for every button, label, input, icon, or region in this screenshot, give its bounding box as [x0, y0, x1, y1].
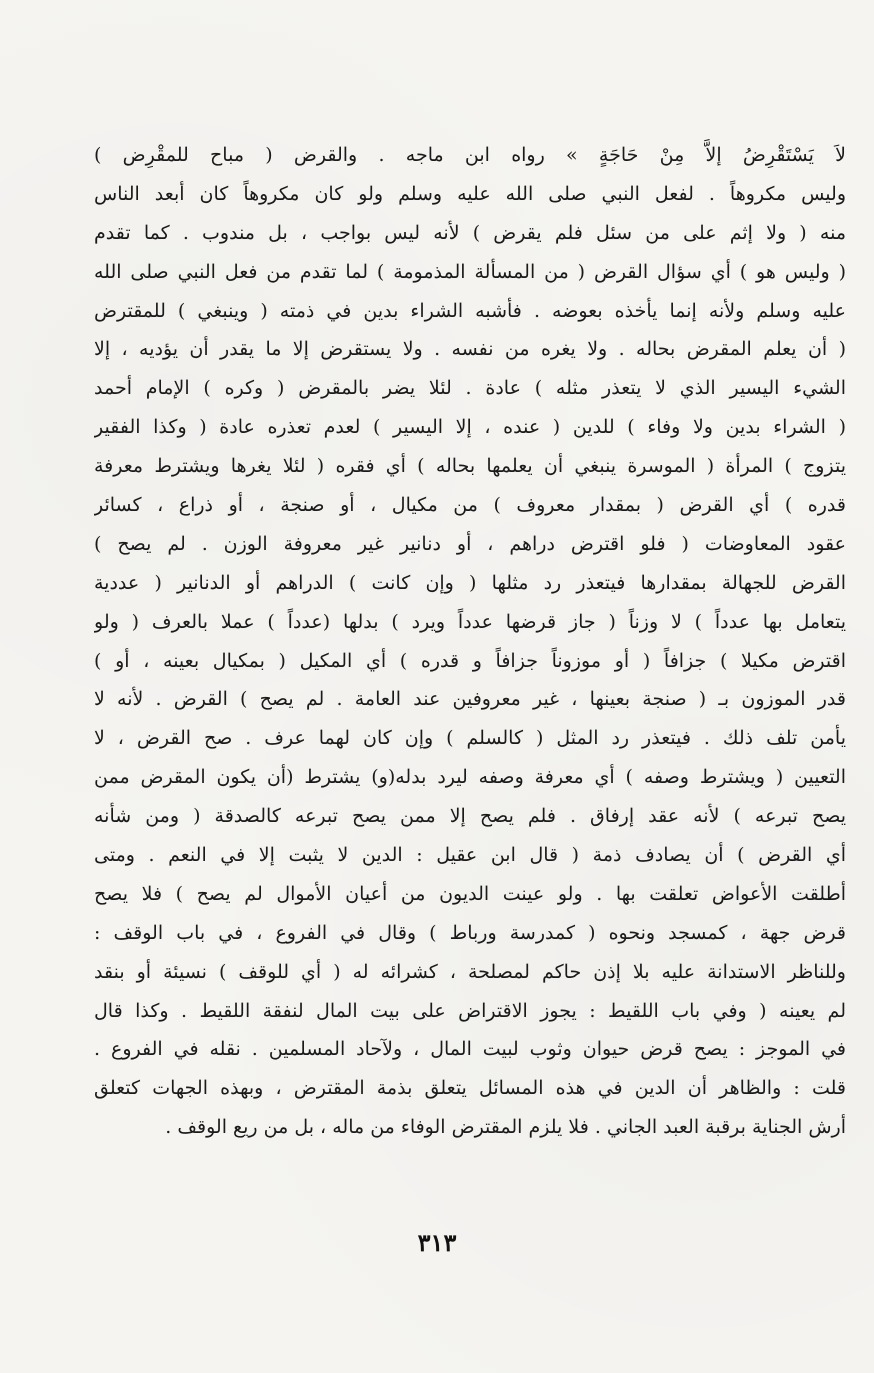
text-line: ( وليس هو ) أي سؤال القرض ( من المسألة المذمومة ) لما تقدم من فعل النبي صلى الله	[94, 260, 846, 283]
text-line: اقترض مكيلا ) جزافاً ( أو موزوناً جزافاً و قدره ) أي المكيل ( بمكيال بعينه ، أو )	[94, 649, 846, 672]
text-line: منه ( ولا إثم على من سئل فلم يقرض ) لأنه ليس بواجب ، بل مندوب . كما تقدم	[94, 221, 846, 244]
text-line: أرش الجناية برقبة العبد الجاني . فلا يلزم المقترض الوفاء من ماله ، بل من ريع الوقف .	[165, 1116, 846, 1139]
text-line: يأمن تلف ذلك . فيتعذر رد المثل ( كالسلم ) وإن كان لهما عرف . صح القرض ، لا	[94, 727, 846, 750]
text-line: في الموجز : يصح قرض حيوان وثوب لبيت المال ، ولآحاد المسلمين . نقله في الفروع .	[94, 1038, 846, 1061]
text-line: الشيء اليسير الذي لا يتعذر مثله ) عادة . لئلا يضر بالمقرض ( وكره ) الإمام أحمد	[94, 377, 846, 400]
text-line: وللناظر الاستدانة عليه بلا إذن حاكم لمصلحة ، كشرائه له ( أي للوقف ) نسيئة أو بنقد	[94, 960, 846, 983]
text-line: لاَ يَسْتَقْرِضُ إلاَّ مِنْ حَاجَةٍ » رواه ابن ماجه . والقرض ( مباح للمقْرِض )	[94, 144, 846, 166]
text-line: أطلقت الأعواض تعلقت بها . ولو عينت الديون من أعيان الأموال لم يصح ) فلا يصح	[94, 882, 846, 905]
text-line: قلت : والظاهر أن الدين في هذه المسائل يتعلق بذمة المقترض ، وبهذه الجهات كتعلق	[94, 1077, 846, 1100]
text-line: يتعامل بها عدداً ) لا وزناً ( جاز قرضها عدداً ويرد ) بدلها (عدداً ) عملا بالعرف ( ولو	[94, 610, 846, 633]
text-line: القرض للجهالة بمقدارها فيتعذر رد مثلها ( وإن كانت ) الدراهم أو الدنانير ( عددية	[94, 571, 846, 594]
body-text	[94, 136, 846, 1147]
text-line: لم يعينه ( وفي باب اللقيط : يجوز الاقتراض على بيت المال لنفقة اللقيط . وكذا قال	[94, 999, 846, 1022]
page-number: ٣١٣	[417, 1228, 457, 1257]
text-line: ( أن يعلم المقرض بحاله . ولا يغره من نفسه . ولا يستقرض إلا ما يقدر أن يؤديه ، إلا	[94, 338, 846, 361]
text-line: يصح تبرعه ) لأنه عقد إرفاق . فلم يصح إلا ممن يصح تبرعه كالصدقة ( ومن شأنه	[94, 805, 846, 828]
text-line: قدر الموزون بـ ( صنجة بعينها ، غير معروفين عند العامة . لم يصح ) القرض . لأنه لا	[94, 688, 846, 711]
text-line: يتزوج ) المرأة ( الموسرة ينبغي أن يعلمها بحاله ) أي فقره ( لئلا يغرها ويشترط معرفة	[94, 455, 846, 478]
text-line: وليس مكروهاً . لفعل النبي صلى الله عليه وسلم ولو كان مكروهاً كان أبعد الناس	[94, 182, 846, 205]
text-line: قدره ) أي القرض ( بمقدار معروف ) من مكيال ، أو صنجة ، أو ذراع ، كسائر	[94, 494, 846, 517]
text-line: أي القرض ) أن يصادف ذمة ( قال ابن عقيل : الدين لا يثبت إلا في النعم . ومتى	[94, 844, 846, 867]
text-line: ( الشراء بدين ولا وفاء ) للدين ( عنده ، إلا اليسير ) لعدم تعذره عادة ( وكذا الفقير	[94, 416, 846, 439]
text-line: عليه وسلم ولأنه إنما يأخذه بعوضه . فأشبه الشراء بدين في ذمته ( وينبغي ) للمقترض	[94, 299, 846, 322]
text-line: التعيين ( ويشترط وصفه ) أي معرفة وصفه ليرد بدله(و) يشترط (أن يكون المقرض ممن	[94, 766, 846, 789]
text-line: عقود المعاوضات ( فلو اقترض دراهم ، أو دنانير غير معروفة الوزن . لم يصح )	[94, 532, 846, 555]
text-line: قرض جهة ، كمسجد ونحوه ( كمدرسة ورباط ) وقال في الفروع ، في باب الوقف :	[94, 921, 846, 944]
